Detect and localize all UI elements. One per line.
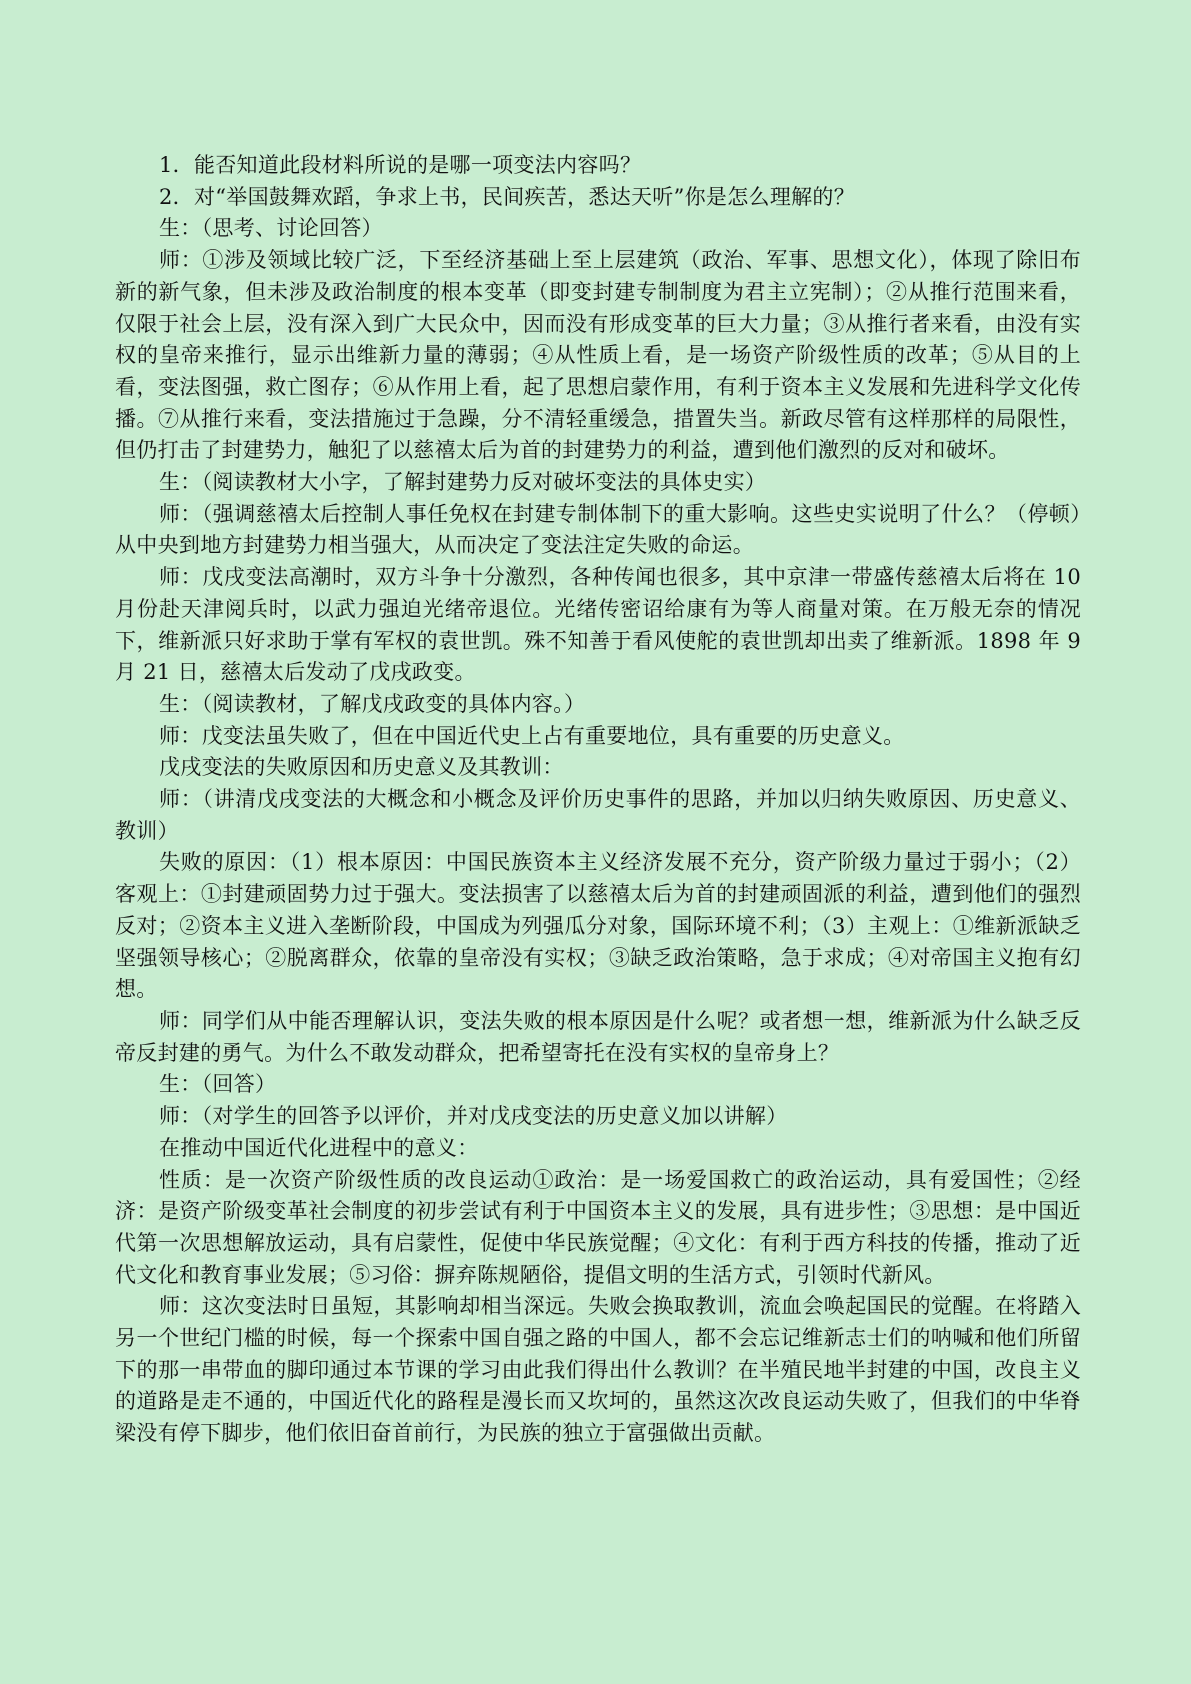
student-reading: 生：（阅读教材大小字，了解封建势力反对破坏变法的具体史实） xyxy=(159,470,767,495)
teacher-explanation: 师：（讲清戊戌变法的大概念和小概念及评价历史事件的思路，并加以归纳失败原因、历史意义、教训） xyxy=(115,787,1081,843)
teacher-analysis: 师：①涉及领域比较广泛，下至经济基础上至上层建筑（政治、军事、思想文化），体现了除旧布新的新气象，但未涉及政治制度的根本变革（即变封建专制制度为君主立宪制）；②从推行范围来看，仅限于社会上层，没有深入到广大民众中，因而没有形成变革的巨大力量；③从推行者来看，由没有实权的皇帝来推行，显示出维新力量的薄弱；④从性质上看，是一场资产阶级性质的改革；⑤从目的上看，变法图强，救亡图存；⑥从作用上看，起了思想启蒙作用，有利于资本主义发展和先进科学文化传播。⑦从推行来看，变法措施过于急躁，分不清轻重缓急，措置失当。新政尽管有这样那样的局限性，但仍打击了封建势力，触犯了以慈禧太后为首的封建势力的利益，遭到他们激烈的反对和破坏。 xyxy=(115,248,1081,463)
student-answer: 生：（回答） xyxy=(159,1072,277,1097)
teacher-narrative: 师：戊戌变法高潮时，双方斗争十分激烈，各种传闻也很多，其中京津一带盛传慈禧太后将在 10 月份赴天津阅兵时，以武力强迫光绪帝退位。光绪传密诏给康有为等人商量对策。在万般无奈的情况下，维新派只好求助于掌有军权的袁世凯。殊不知善于看风使舵的袁世凯却出卖了维新派。1898 年 9 月 21 日，慈禧太后发动了戊戌政变。 xyxy=(115,565,1081,685)
teacher-evaluation: 师：（对学生的回答予以评价，并对戊戌变法的历史意义加以讲解） xyxy=(159,1104,788,1129)
teacher-conclusion: 师：这次变法时日虽短，其影响却相当深远。失败会换取教训，流血会唤起国民的觉醒。在将踏入另一个世纪门槛的时候，每一个探索中国自强之路的中国人，都不会忘记维新志士们的呐喊和他们所留下的那一串带血的脚印通过本节课的学习由此我们得出什么教训？在半殖民地半封建的中国，改良主义的道路是走不通的，中国近代化的路程是漫长而又坎坷的，虽然这次改良运动失败了，但我们的中华脊梁没有停下脚步，他们依旧奋首前行，为民族的独立于富强做出贡献。 xyxy=(115,1294,1081,1446)
section-heading-significance: 在推动中国近代化进程中的意义： xyxy=(159,1135,479,1160)
question-1: 1．能否知道此段材料所说的是哪一项变法内容吗？ xyxy=(159,153,642,177)
teacher-emphasis: 师：（强调慈禧太后控制人事任免权在封建专制体制下的重大影响。这些史实说明了什么？（停顿）从中央到地方封建势力相当强大，从而决定了变法注定失败的命运。 xyxy=(115,501,1081,558)
student-response: 生：（思考、讨论回答） xyxy=(159,216,383,241)
student-reading-coup: 生：（阅读教材，了解戊戌政变的具体内容。） xyxy=(159,691,586,716)
question-2: 2．对“举国鼓舞欢蹈，争求上书，民间疾苦，悉达天听”你是怎么理解的？ xyxy=(159,184,856,209)
section-heading-failure: 戊戌变法的失败原因和历史意义及其教训： xyxy=(159,755,564,780)
failure-reasons: 失败的原因：（1）根本原因：中国民族资本主义经济发展不充分，资产阶级力量过于弱小；（2）客观上：①封建顽固势力过于强大。变法损害了以慈禧太后为首的封建顽固派的利益，遭到他们的强烈反对；②资本主义进入垄断阶段，中国成为列强瓜分对象，国际环境不利；（3）主观上：①维新派缺乏坚强领导核心；②脱离群众，依靠的皇帝没有实权；③缺乏政治策略，急于求成；④对帝国主义抱有幻想。 xyxy=(115,850,1081,1002)
teacher-significance: 师：戊变法虽失败了，但在中国近代史上占有重要地位，具有重要的历史意义。 xyxy=(159,723,905,748)
teacher-question: 师：同学们从中能否理解认识，变法失败的根本原因是什么呢？或者想一想，维新派为什么缺乏反帝反封建的勇气。为什么不敢发动群众，把希望寄托在没有实权的皇帝身上？ xyxy=(115,1008,1081,1065)
nature-significance: 性质：是一次资产阶级性质的改良运动①政治：是一场爱国救亡的政治运动，具有爱国性；②经济：是资产阶级变革社会制度的初步尝试有利于中国资本主义的发展，具有进步性；③思想：是中国近代第一次思想解放运动，具有启蒙性，促使中华民族觉醒；④文化：有利于西方科技的传播，推动了近代文化和教育事业发展；⑤习俗：摒弃陈规陋俗，提倡文明的生活方式，引领时代新风。 xyxy=(115,1167,1081,1287)
